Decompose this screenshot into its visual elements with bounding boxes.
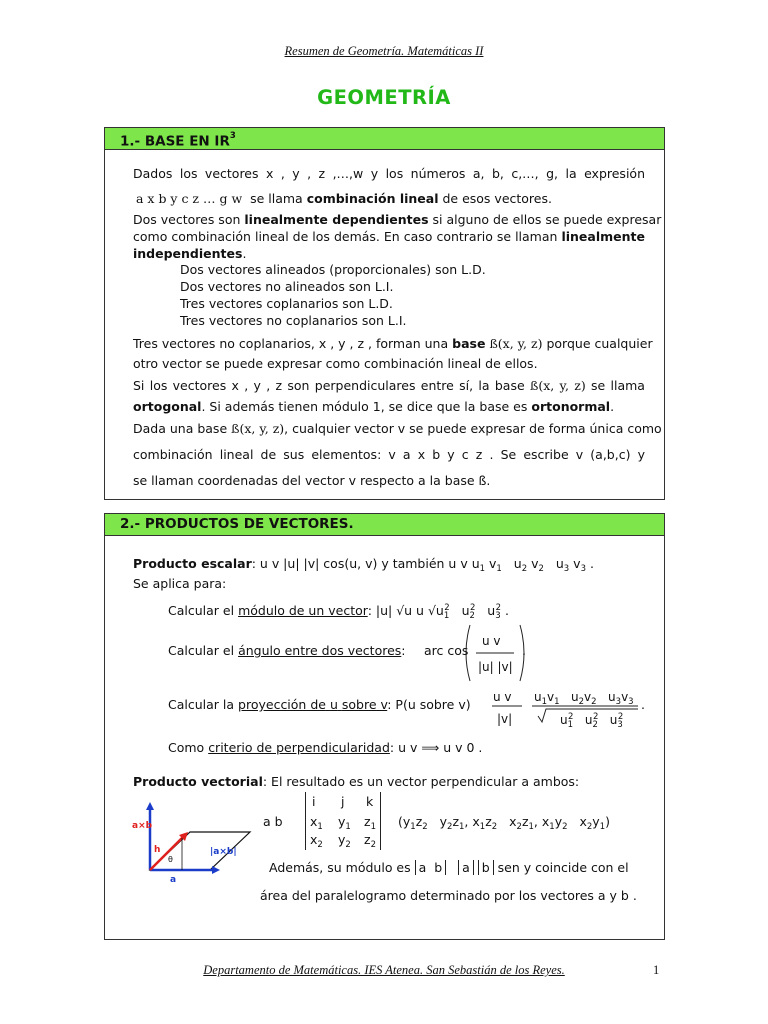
det-row-1-j: j	[341, 794, 345, 809]
det-row-1-k: k	[366, 794, 374, 809]
vectorial-line: Producto vectorial: El resultado es un vector perpendicular a ambos:	[133, 774, 580, 789]
aplica-line: Se aplica para:	[133, 576, 227, 591]
angulo-num: u v	[482, 634, 501, 648]
det-row-1: i	[312, 794, 316, 809]
s1-line-base: Tres vectores no coplanarios, x , y , z , forman una base ß(x, y, z) porque cualquier	[133, 336, 653, 351]
perpendicular-line: Como criterio de perpendicularidad: u v ⟹ u v 0 .	[168, 740, 483, 755]
s1-list-item: Dos vectores alineados (proporcionales) son L.D.	[180, 262, 486, 277]
det-row-3-y: $y_2$	[338, 832, 351, 850]
angulo-den: |u| |v|	[478, 660, 513, 674]
det-row-2-z: $z_1$	[364, 814, 376, 832]
section-2-heading: 2.- PRODUCTOS DE VECTORES.	[105, 514, 664, 536]
proyeccion-line: Calcular la proyección de u sobre v: P(u sobre v)	[168, 697, 471, 712]
escalar-line: Producto escalar: u v |u| |v| cos(u, v) y también u v $u_1$ $v_1$ $u_2$ $v_2$ $u_3$ $v_3$ .	[133, 556, 594, 574]
det-row-2: $x_1$	[310, 814, 323, 832]
s1-line-5: independientes.	[133, 246, 247, 261]
label-theta: θ	[168, 855, 173, 864]
page-number: 1	[653, 963, 660, 977]
label-mod: |a×b|	[210, 847, 237, 857]
proyeccion-den-2: $u_1^2$ $u_2^2$ $u_3^2$	[560, 712, 624, 730]
s1-line-ortho: Si los vectores x , y , z son perpendiculares entre sí, la base ß(x, y, z) se llama	[133, 378, 645, 393]
section-1-heading: 1.- BASE EN $IR^3$	[105, 128, 664, 150]
proyeccion-num: u v	[493, 690, 512, 704]
s1-list-item: Tres vectores coplanarios son L.D.	[180, 296, 393, 311]
s1-line-3: Dos vectores son linealmente dependientes si alguno de ellos se puede expresar	[133, 212, 662, 227]
page-title: GEOMETRÍA	[317, 86, 451, 109]
angulo-arccos: arc cos	[424, 643, 469, 658]
det-row-3: $x_2$	[310, 832, 323, 850]
label-axb: a×b	[132, 821, 153, 831]
s1-line-base-2: otro vector se puede expresar como combinación lineal de ellos.	[133, 356, 538, 371]
running-header: Resumen de Geometría. Matemáticas II	[284, 44, 484, 58]
angulo-dot: .	[522, 643, 526, 658]
det-row-2-y: $y_1$	[338, 814, 351, 832]
modulo-line: Calcular el módulo de un vector: |u| √u u $√u_1^2$ $u_2^2$ $u_3^2$ .	[168, 603, 510, 621]
s1-line-1: Dados los vectores x , y , z ,…,w y los números a, b, c,…, g, la expresión	[133, 166, 645, 181]
footer: Departamento de Matemáticas. IES Atenea. San Sebastián de los Reyes.	[203, 963, 565, 977]
det-row-3-z: $z_2$	[364, 832, 376, 850]
paralelogram-figure	[132, 796, 252, 884]
s1-line-coord: Dada una base ß(x, y, z), cualquier vector v se puede expresar de forma única como	[133, 421, 662, 436]
vectorial-ab: a b	[263, 814, 283, 829]
modulo-vectorial-line: Además, su módulo es a b a b sen y coincide con el	[269, 860, 629, 875]
angulo-line: Calcular el ángulo entre dos vectores:	[168, 643, 406, 658]
proyeccion-dot: .	[641, 697, 645, 712]
s1-line-4: como combinación lineal de los demás. En caso contrario se llaman linealmente	[133, 229, 645, 244]
s1-line-ortho-2: ortogonal. Si además tienen módulo 1, se dice que la base es ortonormal.	[133, 399, 615, 414]
s1-line-2: a x b y c z … g w se llama combinación lineal de esos vectores.	[136, 191, 552, 206]
proyeccion-den: |v|	[497, 712, 513, 726]
area-line: área del paralelogramo determinado por los vectores a y b .	[260, 888, 637, 903]
s1-list-item: Tres vectores no coplanarios son L.I.	[180, 313, 407, 328]
angulo-fraction	[462, 623, 528, 683]
s1-list-item: Dos vectores no alineados son L.I.	[180, 279, 394, 294]
vectorial-result: ($y_1z_2$ $y_2z_1$, $x_1z_2$ $x_2z_1$, $x_1y_2$ $x_2y_1$)	[398, 814, 610, 832]
s1-line-coord-3: se llaman coordenadas del vector v respecto a la base ß.	[133, 473, 491, 488]
proyeccion-num-2: $u_1v_1$ $u_2v_2$ $u_3v_3$	[534, 690, 634, 707]
label-a: a	[170, 875, 177, 884]
label-h: h	[154, 845, 161, 855]
s1-line-coord-2: combinación lineal de sus elementos: v a x b y c z . Se escribe v (a,b,c) y	[133, 447, 645, 462]
